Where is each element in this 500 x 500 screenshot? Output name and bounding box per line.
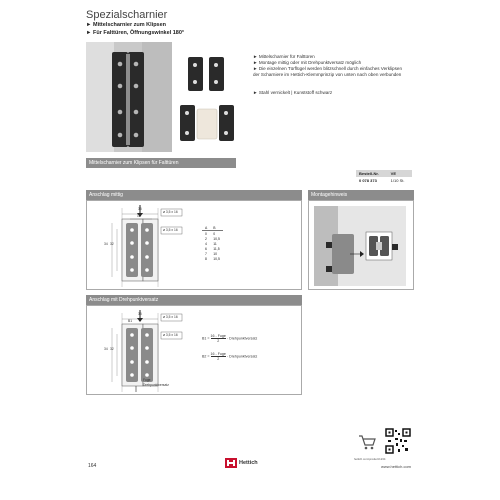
formula-b1: B1 = 16 - Fuge 2 - Drehpunktversatz	[202, 334, 258, 343]
order-col-ve: VE	[390, 171, 397, 176]
page-title: Spezialscharnier	[86, 9, 168, 21]
subtitle-1: ► Mittelscharnier zum Klipsen	[86, 22, 167, 28]
dim-cell: 10,5	[213, 256, 220, 261]
product-link[interactable]: hettich.com/product/1234	[354, 457, 386, 461]
formula-b2-numerator: 16 - Fuge	[210, 352, 226, 356]
feature-2: ► Montage mittig oder mit Drehpunktversatz möglich	[253, 60, 362, 65]
dim-cell: 11	[213, 241, 217, 246]
dim-cell: 8	[205, 256, 207, 261]
dim-cell: 11,5	[213, 246, 220, 251]
formula-b2: B2 = 16 - Fuge 2 - Drehpunktversatz	[202, 352, 258, 361]
feature-3-text: Die einzelnen Türflügel werden blitzschnell durch einfaches Verklipsen der Scharniere im Hettich-Klemmprinzip von unten nach oben verbunden	[253, 66, 402, 77]
dim-cell: 2	[205, 236, 207, 241]
feature-3: ► Die einzelnen Türflügel werden blitzschnell durch einfaches Verklipsen der Scharniere im Hettich-Klemmprinzip von unten nach oben verbunden	[253, 66, 402, 77]
dim-cell: 6	[205, 246, 207, 251]
section-mittig-bar: Anschlag mittig	[86, 190, 302, 200]
dim-32-mittig: 32	[110, 242, 114, 246]
subtitle-2-text: Für Falttüren, Öffnungswinkel 180°	[92, 30, 185, 36]
formula-b2-tail: - Drehpunktversatz	[226, 354, 258, 359]
formula-b1-tail: - Drehpunktversatz	[226, 336, 258, 341]
dim-cell: 10	[213, 251, 218, 256]
table-row	[202, 246, 223, 251]
drehpunktversatz-label: Drehpunktversatz	[143, 383, 169, 387]
dim-b1-versatz: B1	[128, 319, 133, 323]
qr-code-icon[interactable]	[385, 428, 411, 454]
screw-label-2: ø 3,5 x 16	[163, 228, 178, 232]
order-ve: 1/10 St.	[390, 178, 405, 183]
hettich-logo-icon	[225, 458, 237, 468]
formula-b1-fraction	[211, 334, 226, 343]
cart-icon[interactable]	[358, 434, 376, 450]
dim-34-mittig: 34	[104, 242, 108, 246]
section-versatz-bar: Anschlag mit Drehpunktversatz	[86, 295, 302, 305]
brand-name: Hettich	[239, 460, 258, 466]
dim-col-b: B	[210, 225, 223, 231]
subtitle-2: ► Für Falttüren, Öffnungswinkel 180°	[86, 30, 185, 36]
product-bar: Mittelscharnier zum Klipsen für Falttüren	[86, 158, 236, 168]
dim-32-versatz: 32	[110, 347, 114, 351]
drawing-versatz	[100, 310, 210, 392]
product-photo-mounted	[86, 42, 172, 152]
screw-label-4: ø 3,5 x 16	[163, 333, 178, 337]
feature-1: ► Mittelscharnier für Falttüren	[253, 54, 315, 59]
dim-16-mittig: 16	[137, 214, 141, 218]
dim-35-versatz: 35	[138, 312, 142, 316]
drawing-mittig	[100, 205, 210, 287]
feature-1-text: Mittelscharnier für Falttüren	[258, 54, 315, 59]
dim-cell: 7	[205, 251, 207, 256]
formula-b1-denominator: 2	[217, 339, 220, 343]
order-number: 0 078 373	[359, 178, 377, 183]
section-montage-bar: Montagehinweis	[308, 190, 414, 200]
dim-35-mittig: 35	[138, 207, 142, 211]
drawing-montage	[312, 204, 410, 288]
brand-logo	[225, 458, 258, 468]
screw-label-1: ø 3,5 x 16	[163, 210, 178, 214]
dim-cell: 4	[205, 241, 207, 246]
formula-b2-fraction	[211, 352, 226, 361]
dim-cell: 0	[213, 231, 216, 236]
subtitle-1-text: Mittelscharnier zum Klipsen	[92, 22, 167, 28]
feature-4-text: Stahl vernickelt | Kunststoff schwarz	[258, 90, 333, 95]
table-row	[202, 236, 223, 241]
page-number: 164	[88, 463, 97, 469]
order-table	[356, 170, 412, 184]
order-col-bestellnr: Bestell-Nr.	[359, 171, 379, 176]
feature-4: ► Stahl vernickelt | Kunststoff schwarz	[253, 90, 333, 95]
table-row	[202, 256, 223, 261]
dim-34-versatz: 34	[104, 347, 108, 351]
fuge-label: Fuge	[143, 378, 151, 382]
footer-url[interactable]: www.hettich.com	[381, 464, 412, 469]
dim-table	[202, 225, 223, 261]
formula-b1-numerator: 16 - Fuge	[210, 334, 226, 338]
table-row	[356, 177, 412, 184]
order-table-header	[356, 170, 412, 177]
dim-cell: 0	[205, 231, 207, 236]
formula-b2-denominator: 2	[217, 357, 220, 361]
product-photo-parts	[178, 55, 240, 150]
dim-cell: 10,5	[213, 236, 220, 241]
dim-col-a: A	[202, 225, 210, 231]
feature-2-text: Montage mittig oder mit Drehpunktversatz möglich	[258, 60, 362, 65]
formula-b1-label: B1	[202, 336, 207, 341]
screw-label-3: ø 3,5 x 16	[163, 315, 178, 319]
formula-b2-label: B2	[202, 354, 207, 359]
